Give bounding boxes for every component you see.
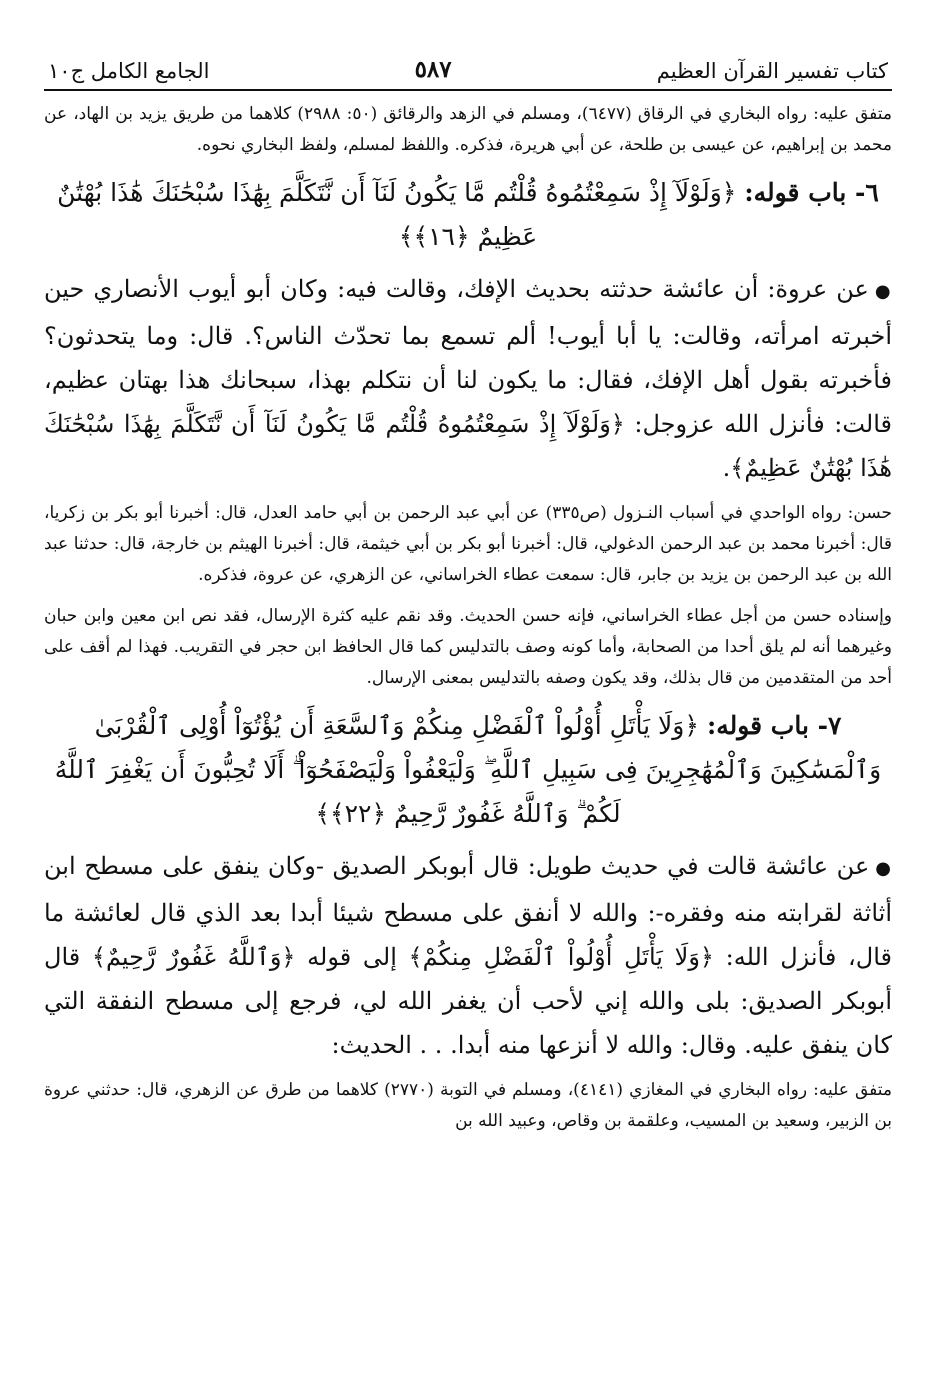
footnote-takhrij-1: متفق عليه: رواه البخاري في الرقاق (٦٤٧٧)، ومسلم في الزهد والرقائق (٥٠: ٢٩٨٨) كلاهما من طريق يزيد بن الهاد، عن محمد بن إبراهيم، عن عيسى بن طلحة، عن أبي هريرة، فذكره. واللفظ لمسلم، ولفظ البخاري نحوه.: [44, 104, 892, 155]
chapter-7-label: ٧- باب قوله:: [706, 711, 842, 740]
chapter-7-heading: [44, 704, 892, 836]
page-header: [44, 46, 892, 89]
footnote-isnad-note: وإسناده حسن من أجل عطاء الخراساني، فإنه حسن الحديث. وقد نقم عليه كثرة الإرسال، فقد نص ابن معين وابن حبان وغيرهما أنه لم يلق أحدا من الصحابة، وأما كونه وصف بالتدليس كما قال الحافظ ابن حجر في التقريب. فهذا لم أقف على أحد من المتقدمين من قال بذلك، وقد يكون وصفه بالتدليس بمعنى الإرسال.: [44, 606, 892, 688]
chapter-6-verse: ﴿وَلَوْلَآ إِذْ سَمِعْتُمُوهُ قُلْتُم مَّا يَكُونُ لَنَآ أَن نَّتَكَلَّمَ بِهَٰذَا سُبْحَٰنَكَ هَٰذَا بُهْتَٰنٌ عَظِيمٌ ﴿١٦﴾﴾: [57, 178, 737, 251]
footnote-takhrij-3: متفق عليه: رواه البخاري في المغازي (٤١٤١)، ومسلم في التوبة (٢٧٧٠) كلاهما من طرق عن الزهري، قال: حدثني عروة بن الزبير، وسعيد بن المسيب، وعلقمة بن وقاص، وعبيد الله بن: [44, 1080, 893, 1131]
bullet-icon: ●: [874, 281, 892, 302]
footnote-takhrij-2: حسن: رواه الواحدي في أسباب النـزول (ص٣٣٥) عن أبي عبد الرحمن بن أبي حامد العدل، قال: أخبرنا أبو بكر بن زكريا، قال: أخبرنا محمد بن عبد الرحمن الدغولي، قال: أخبرنا أبو بكر بن أبي خيثمة، قال: أخبرنا الهيثم بن خارجة، قال: حدثنا عبد الله بن عبد الرحمن بن يزيد بن جابر، قال: سمعت عطاء الخراساني، عن الزهري، عن عروة، فذكره.: [44, 503, 892, 585]
header-rule: [44, 89, 892, 91]
hadith-1: [44, 267, 892, 490]
book-title: كتاب تفسير القرآن العظيم: [656, 59, 888, 83]
bullet-icon: ●: [875, 858, 892, 879]
hadith-2-text: عن عائشة قالت في حديث طويل: قال أبوبكر الصديق -وكان ينفق على مسطح ابن أثاثة لقرابته منه وفقره-: والله لا أنفق على مسطح شيئا أبدا بعد الذي قال لعائشة ما قال، فأنزل الله: ﴿وَلَا يَأْتَلِ أُوْلُواْ ٱلْفَضْلِ مِنكُمْ﴾ إلى قوله ﴿وَٱللَّهُ غَفُورٌ رَّحِيمٌ﴾ قال أبوبكر الصديق: بلى والله إني لأحب أن يغفر الله لي، فرجع إلى مسطح النفقة التي كان ينفق عليه. وقال: والله لا أنزعها منه أبدا. . . الحديث:: [44, 852, 892, 1059]
hadith-2: [44, 844, 892, 1067]
chapter-7-verse: ﴿وَلَا يَأْتَلِ أُوْلُواْ ٱلْفَضْلِ مِنكُمْ وَٱلسَّعَةِ أَن يُؤْتُوٓاْ أُوْلِى ٱلْقُرْبَىٰ وَٱلْمَسَٰكِينَ وَٱلْمُهَٰجِرِينَ فِى سَبِيلِ ٱللَّهِ ۖ وَلْيَعْفُواْ وَلْيَصْفَحُوٓاْ ۗ أَلَا تُحِبُّونَ أَن يَغْفِرَ ٱللَّهُ لَكُمْ ۗ وَٱللَّهُ غَفُورٌ رَّحِيمٌ ﴿٢٢﴾﴾: [54, 711, 882, 828]
chapter-6-heading: [44, 171, 892, 259]
page-number: ٥٨٧: [414, 56, 452, 83]
chapter-6-label: ٦- باب قوله:: [744, 178, 879, 207]
volume-label: الجامع الكامل ج١٠: [48, 59, 210, 83]
hadith-1-text: عن عروة: أن عائشة حدثته بحديث الإفك، وقالت فيه: وكان أبو أيوب الأنصاري حين أخبرته امرأته، وقالت: يا أبا أيوب! ألم تسمع بما تحدّث الناس؟. قال: وما يتحدثون؟ فأخبرته بقول أهل الإفك، فقال: ما يكون لنا أن نتكلم بهذا، سبحانك هذا بهتان عظيم، قالت: فأنزل الله عزوجل: ﴿وَلَوْلَآ إِذْ سَمِعْتُمُوهُ قُلْتُم مَّا يَكُونُ لَنَآ أَن نَّتَكَلَّمَ بِهَٰذَا سُبْحَٰنَكَ هَٰذَا بُهْتَٰنٌ عَظِيمٌ﴾.: [44, 275, 892, 482]
